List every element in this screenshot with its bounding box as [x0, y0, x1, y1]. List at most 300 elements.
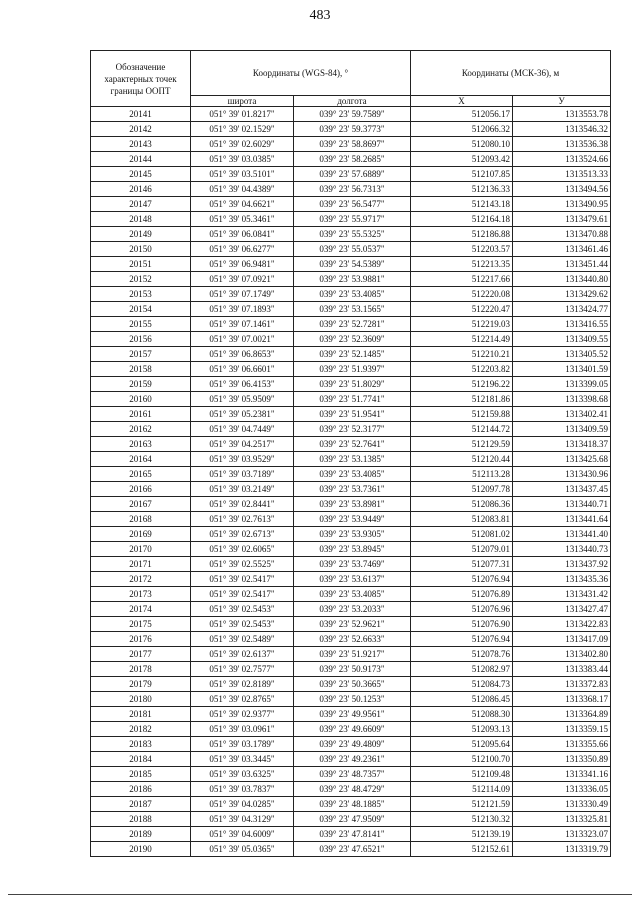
longitude-cell: 039° 23' 54.5389" [294, 257, 411, 272]
table-row [91, 842, 611, 857]
page-number: 483 [309, 8, 331, 23]
x-cell: 512219.03 [411, 317, 513, 332]
table-row [91, 197, 611, 212]
table-row [91, 782, 611, 797]
header-y: У [513, 96, 611, 107]
table-row [91, 542, 611, 557]
point-id-cell: 20157 [91, 347, 191, 362]
longitude-cell: 039° 23' 50.9173" [294, 662, 411, 677]
point-id-cell: 20189 [91, 827, 191, 842]
table-row [91, 527, 611, 542]
x-cell: 512220.47 [411, 302, 513, 317]
x-cell: 512152.61 [411, 842, 513, 857]
longitude-cell: 039° 23' 56.7313" [294, 182, 411, 197]
latitude-cell: 051° 39' 02.9377" [191, 707, 294, 722]
latitude-cell: 051° 39' 01.8217" [191, 107, 294, 122]
latitude-cell: 051° 39' 03.2149" [191, 482, 294, 497]
latitude-cell: 051° 39' 02.7577" [191, 662, 294, 677]
x-cell: 512056.17 [411, 107, 513, 122]
x-cell: 512113.28 [411, 467, 513, 482]
y-cell: 1313470.88 [513, 227, 611, 242]
table-row [91, 467, 611, 482]
longitude-cell: 039° 23' 52.3609" [294, 332, 411, 347]
x-cell: 512080.10 [411, 137, 513, 152]
latitude-cell: 051° 39' 03.3445" [191, 752, 294, 767]
point-id-cell: 20184 [91, 752, 191, 767]
longitude-cell: 039° 23' 47.6521" [294, 842, 411, 857]
y-cell: 1313479.61 [513, 212, 611, 227]
table-row [91, 617, 611, 632]
latitude-cell: 051° 39' 03.1789" [191, 737, 294, 752]
table-row [91, 287, 611, 302]
latitude-cell: 051° 39' 07.1461" [191, 317, 294, 332]
latitude-cell: 051° 39' 03.0961" [191, 722, 294, 737]
y-cell: 1313402.41 [513, 407, 611, 422]
point-id-cell: 20182 [91, 722, 191, 737]
point-id-cell: 20168 [91, 512, 191, 527]
y-cell: 1313451.44 [513, 257, 611, 272]
x-cell: 512139.19 [411, 827, 513, 842]
table-row [91, 227, 611, 242]
y-cell: 1313399.05 [513, 377, 611, 392]
table-row [91, 767, 611, 782]
point-id-cell: 20142 [91, 122, 191, 137]
table-row [91, 677, 611, 692]
x-cell: 512136.33 [411, 182, 513, 197]
y-cell: 1313418.37 [513, 437, 611, 452]
latitude-cell: 051° 39' 06.4153" [191, 377, 294, 392]
point-id-cell: 20162 [91, 422, 191, 437]
y-cell: 1313513.33 [513, 167, 611, 182]
table-row [91, 827, 611, 842]
y-cell: 1313437.45 [513, 482, 611, 497]
point-id-cell: 20147 [91, 197, 191, 212]
longitude-cell: 039° 23' 48.7357" [294, 767, 411, 782]
point-id-cell: 20187 [91, 797, 191, 812]
x-cell: 512093.42 [411, 152, 513, 167]
longitude-cell: 039° 23' 48.1885" [294, 797, 411, 812]
x-cell: 512214.49 [411, 332, 513, 347]
x-cell: 512107.85 [411, 167, 513, 182]
point-id-cell: 20185 [91, 767, 191, 782]
point-id-cell: 20143 [91, 137, 191, 152]
table-row [91, 482, 611, 497]
point-id-cell: 20188 [91, 812, 191, 827]
longitude-cell: 039° 23' 53.7469" [294, 557, 411, 572]
longitude-cell: 039° 23' 51.8029" [294, 377, 411, 392]
x-cell: 512077.31 [411, 557, 513, 572]
latitude-cell: 051° 39' 02.8189" [191, 677, 294, 692]
table-row [91, 512, 611, 527]
x-cell: 512181.86 [411, 392, 513, 407]
longitude-cell: 039° 23' 52.7281" [294, 317, 411, 332]
y-cell: 1313440.80 [513, 272, 611, 287]
latitude-cell: 051° 39' 02.7613" [191, 512, 294, 527]
table-row [91, 242, 611, 257]
x-cell: 512088.30 [411, 707, 513, 722]
latitude-cell: 051° 39' 06.6601" [191, 362, 294, 377]
y-cell: 1313461.46 [513, 242, 611, 257]
longitude-cell: 039° 23' 59.7589" [294, 107, 411, 122]
table-row [91, 362, 611, 377]
x-cell: 512100.70 [411, 752, 513, 767]
latitude-cell: 051° 39' 04.0285" [191, 797, 294, 812]
latitude-cell: 051° 39' 03.7837" [191, 782, 294, 797]
latitude-cell: 051° 39' 03.0385" [191, 152, 294, 167]
header-longitude: долгота [294, 96, 411, 107]
longitude-cell: 039° 23' 52.3177" [294, 422, 411, 437]
table-row [91, 422, 611, 437]
longitude-cell: 039° 23' 47.8141" [294, 827, 411, 842]
longitude-cell: 039° 23' 52.1485" [294, 347, 411, 362]
y-cell: 1313427.47 [513, 602, 611, 617]
header-msk36: Координаты (МСК-36), м [411, 51, 611, 96]
point-id-cell: 20145 [91, 167, 191, 182]
point-id-cell: 20146 [91, 182, 191, 197]
y-cell: 1313409.55 [513, 332, 611, 347]
point-id-cell: 20177 [91, 647, 191, 662]
longitude-cell: 039° 23' 53.1565" [294, 302, 411, 317]
point-id-cell: 20179 [91, 677, 191, 692]
header-latitude: широта [191, 96, 294, 107]
footer-rule [8, 894, 632, 895]
x-cell: 512144.72 [411, 422, 513, 437]
longitude-cell: 039° 23' 49.4809" [294, 737, 411, 752]
y-cell: 1313494.56 [513, 182, 611, 197]
x-cell: 512210.21 [411, 347, 513, 362]
point-id-cell: 20160 [91, 392, 191, 407]
longitude-cell: 039° 23' 55.5325" [294, 227, 411, 242]
table-row [91, 167, 611, 182]
latitude-cell: 051° 39' 02.1529" [191, 122, 294, 137]
longitude-cell: 039° 23' 55.0537" [294, 242, 411, 257]
longitude-cell: 039° 23' 52.6633" [294, 632, 411, 647]
table-row [91, 182, 611, 197]
x-cell: 512186.88 [411, 227, 513, 242]
y-cell: 1313325.81 [513, 812, 611, 827]
latitude-cell: 051° 39' 04.4389" [191, 182, 294, 197]
point-id-cell: 20158 [91, 362, 191, 377]
longitude-cell: 039° 23' 53.8945" [294, 542, 411, 557]
y-cell: 1313546.32 [513, 122, 611, 137]
longitude-cell: 039° 23' 56.5477" [294, 197, 411, 212]
x-cell: 512129.59 [411, 437, 513, 452]
longitude-cell: 039° 23' 53.2033" [294, 602, 411, 617]
table-row [91, 302, 611, 317]
y-cell: 1313409.59 [513, 422, 611, 437]
longitude-cell: 039° 23' 53.1385" [294, 452, 411, 467]
latitude-cell: 051° 39' 02.6065" [191, 542, 294, 557]
y-cell: 1313441.40 [513, 527, 611, 542]
header-x: X [411, 96, 513, 107]
point-id-cell: 20173 [91, 587, 191, 602]
x-cell: 512213.35 [411, 257, 513, 272]
table-row [91, 407, 611, 422]
longitude-cell: 039° 23' 51.9397" [294, 362, 411, 377]
x-cell: 512130.32 [411, 812, 513, 827]
latitude-cell: 051° 39' 02.5525" [191, 557, 294, 572]
table-row [91, 332, 611, 347]
y-cell: 1313430.96 [513, 467, 611, 482]
x-cell: 512109.48 [411, 767, 513, 782]
longitude-cell: 039° 23' 49.2361" [294, 752, 411, 767]
point-id-cell: 20183 [91, 737, 191, 752]
y-cell: 1313341.16 [513, 767, 611, 782]
point-id-cell: 20174 [91, 602, 191, 617]
latitude-cell: 051° 39' 03.9529" [191, 452, 294, 467]
x-cell: 512120.44 [411, 452, 513, 467]
latitude-cell: 051° 39' 07.1749" [191, 287, 294, 302]
table-row [91, 722, 611, 737]
longitude-cell: 039° 23' 49.6609" [294, 722, 411, 737]
latitude-cell: 051° 39' 06.0841" [191, 227, 294, 242]
table-row [91, 812, 611, 827]
y-cell: 1313431.42 [513, 587, 611, 602]
latitude-cell: 051° 39' 02.5453" [191, 617, 294, 632]
latitude-cell: 051° 39' 03.6325" [191, 767, 294, 782]
latitude-cell: 051° 39' 05.2381" [191, 407, 294, 422]
table-row [91, 752, 611, 767]
latitude-cell: 051° 39' 07.1893" [191, 302, 294, 317]
longitude-cell: 039° 23' 53.9305" [294, 527, 411, 542]
y-cell: 1313402.80 [513, 647, 611, 662]
y-cell: 1313429.62 [513, 287, 611, 302]
longitude-cell: 039° 23' 57.6889" [294, 167, 411, 182]
latitude-cell: 051° 39' 02.5489" [191, 632, 294, 647]
point-id-cell: 20169 [91, 527, 191, 542]
y-cell: 1313490.95 [513, 197, 611, 212]
table-row [91, 572, 611, 587]
point-id-cell: 20167 [91, 497, 191, 512]
point-id-cell: 20180 [91, 692, 191, 707]
table-row [91, 122, 611, 137]
y-cell: 1313440.71 [513, 497, 611, 512]
point-id-cell: 20190 [91, 842, 191, 857]
point-id-cell: 20154 [91, 302, 191, 317]
y-cell: 1313435.36 [513, 572, 611, 587]
latitude-cell: 051° 39' 02.8441" [191, 497, 294, 512]
point-id-cell: 20155 [91, 317, 191, 332]
longitude-cell: 039° 23' 53.6137" [294, 572, 411, 587]
x-cell: 512220.08 [411, 287, 513, 302]
point-id-cell: 20165 [91, 467, 191, 482]
y-cell: 1313355.66 [513, 737, 611, 752]
table-row [91, 317, 611, 332]
y-cell: 1313350.89 [513, 752, 611, 767]
y-cell: 1313437.92 [513, 557, 611, 572]
header-wgs84: Координаты (WGS-84), ° [191, 51, 411, 96]
x-cell: 512083.81 [411, 512, 513, 527]
longitude-cell: 039° 23' 53.8981" [294, 497, 411, 512]
x-cell: 512203.82 [411, 362, 513, 377]
y-cell: 1313416.55 [513, 317, 611, 332]
y-cell: 1313424.77 [513, 302, 611, 317]
latitude-cell: 051° 39' 06.8653" [191, 347, 294, 362]
x-cell: 512164.18 [411, 212, 513, 227]
table-row [91, 587, 611, 602]
y-cell: 1313336.05 [513, 782, 611, 797]
x-cell: 512093.13 [411, 722, 513, 737]
latitude-cell: 051° 39' 02.5453" [191, 602, 294, 617]
point-id-cell: 20150 [91, 242, 191, 257]
latitude-cell: 051° 39' 06.6277" [191, 242, 294, 257]
x-cell: 512076.94 [411, 572, 513, 587]
longitude-cell: 039° 23' 48.4729" [294, 782, 411, 797]
longitude-cell: 039° 23' 51.9541" [294, 407, 411, 422]
point-id-cell: 20175 [91, 617, 191, 632]
point-id-cell: 20153 [91, 287, 191, 302]
y-cell: 1313524.66 [513, 152, 611, 167]
y-cell: 1313364.89 [513, 707, 611, 722]
latitude-cell: 051° 39' 02.5417" [191, 572, 294, 587]
y-cell: 1313398.68 [513, 392, 611, 407]
x-cell: 512079.01 [411, 542, 513, 557]
table-row [91, 602, 611, 617]
latitude-cell: 051° 39' 03.5101" [191, 167, 294, 182]
point-id-cell: 20164 [91, 452, 191, 467]
x-cell: 512217.66 [411, 272, 513, 287]
table-row [91, 647, 611, 662]
table-row [91, 497, 611, 512]
longitude-cell: 039° 23' 58.2685" [294, 152, 411, 167]
table-body [91, 107, 611, 857]
table-row [91, 452, 611, 467]
latitude-cell: 051° 39' 05.9509" [191, 392, 294, 407]
y-cell: 1313417.09 [513, 632, 611, 647]
longitude-cell: 039° 23' 52.7641" [294, 437, 411, 452]
longitude-cell: 039° 23' 52.9621" [294, 617, 411, 632]
longitude-cell: 039° 23' 50.1253" [294, 692, 411, 707]
latitude-cell: 051° 39' 04.3129" [191, 812, 294, 827]
x-cell: 512081.02 [411, 527, 513, 542]
longitude-cell: 039° 23' 53.9881" [294, 272, 411, 287]
point-id-cell: 20156 [91, 332, 191, 347]
x-cell: 512084.73 [411, 677, 513, 692]
table-row [91, 692, 611, 707]
x-cell: 512114.09 [411, 782, 513, 797]
longitude-cell: 039° 23' 55.9717" [294, 212, 411, 227]
x-cell: 512078.76 [411, 647, 513, 662]
latitude-cell: 051° 39' 05.0365" [191, 842, 294, 857]
y-cell: 1313330.49 [513, 797, 611, 812]
y-cell: 1313422.83 [513, 617, 611, 632]
point-id-cell: 20152 [91, 272, 191, 287]
table-row [91, 272, 611, 287]
y-cell: 1313372.83 [513, 677, 611, 692]
latitude-cell: 051° 39' 06.9481" [191, 257, 294, 272]
table-row [91, 107, 611, 122]
latitude-cell: 051° 39' 05.3461" [191, 212, 294, 227]
point-id-cell: 20176 [91, 632, 191, 647]
y-cell: 1313405.52 [513, 347, 611, 362]
latitude-cell: 051° 39' 04.7449" [191, 422, 294, 437]
table-row [91, 437, 611, 452]
longitude-cell: 039° 23' 51.7741" [294, 392, 411, 407]
latitude-cell: 051° 39' 04.6621" [191, 197, 294, 212]
latitude-cell: 051° 39' 03.7189" [191, 467, 294, 482]
y-cell: 1313368.17 [513, 692, 611, 707]
longitude-cell: 039° 23' 53.7361" [294, 482, 411, 497]
latitude-cell: 051° 39' 07.0921" [191, 272, 294, 287]
longitude-cell: 039° 23' 58.8697" [294, 137, 411, 152]
x-cell: 512076.89 [411, 587, 513, 602]
point-id-cell: 20170 [91, 542, 191, 557]
table-row [91, 137, 611, 152]
table-row [91, 212, 611, 227]
y-cell: 1313425.68 [513, 452, 611, 467]
table-row [91, 377, 611, 392]
longitude-cell: 039° 23' 47.9509" [294, 812, 411, 827]
x-cell: 512097.78 [411, 482, 513, 497]
point-id-cell: 20151 [91, 257, 191, 272]
x-cell: 512121.59 [411, 797, 513, 812]
y-cell: 1313383.44 [513, 662, 611, 677]
latitude-cell: 051° 39' 02.6029" [191, 137, 294, 152]
point-id-cell: 20166 [91, 482, 191, 497]
point-id-cell: 20171 [91, 557, 191, 572]
point-id-cell: 20161 [91, 407, 191, 422]
longitude-cell: 039° 23' 53.4085" [294, 587, 411, 602]
table-row [91, 662, 611, 677]
table-row [91, 737, 611, 752]
table-row [91, 632, 611, 647]
y-cell: 1313401.59 [513, 362, 611, 377]
point-id-cell: 20181 [91, 707, 191, 722]
latitude-cell: 051° 39' 02.6137" [191, 647, 294, 662]
x-cell: 512066.32 [411, 122, 513, 137]
longitude-cell: 039° 23' 50.3665" [294, 677, 411, 692]
x-cell: 512143.18 [411, 197, 513, 212]
y-cell: 1313536.38 [513, 137, 611, 152]
table-row [91, 347, 611, 362]
table-row [91, 557, 611, 572]
y-cell: 1313319.79 [513, 842, 611, 857]
x-cell: 512086.45 [411, 692, 513, 707]
x-cell: 512086.36 [411, 497, 513, 512]
longitude-cell: 039° 23' 53.4085" [294, 287, 411, 302]
x-cell: 512095.64 [411, 737, 513, 752]
latitude-cell: 051° 39' 04.6009" [191, 827, 294, 842]
table-row [91, 797, 611, 812]
latitude-cell: 051° 39' 02.5417" [191, 587, 294, 602]
point-id-cell: 20149 [91, 227, 191, 242]
latitude-cell: 051° 39' 02.8765" [191, 692, 294, 707]
y-cell: 1313441.64 [513, 512, 611, 527]
longitude-cell: 039° 23' 53.9449" [294, 512, 411, 527]
table-row [91, 392, 611, 407]
longitude-cell: 039° 23' 59.3773" [294, 122, 411, 137]
table-row [91, 152, 611, 167]
point-id-cell: 20144 [91, 152, 191, 167]
longitude-cell: 039° 23' 51.9217" [294, 647, 411, 662]
point-id-cell: 20148 [91, 212, 191, 227]
table-row [91, 257, 611, 272]
latitude-cell: 051° 39' 07.0021" [191, 332, 294, 347]
latitude-cell: 051° 39' 04.2517" [191, 437, 294, 452]
y-cell: 1313553.78 [513, 107, 611, 122]
latitude-cell: 051° 39' 02.6713" [191, 527, 294, 542]
x-cell: 512196.22 [411, 377, 513, 392]
y-cell: 1313440.73 [513, 542, 611, 557]
y-cell: 1313359.15 [513, 722, 611, 737]
point-id-cell: 20163 [91, 437, 191, 452]
point-id-cell: 20186 [91, 782, 191, 797]
point-id-cell: 20141 [91, 107, 191, 122]
x-cell: 512076.90 [411, 617, 513, 632]
x-cell: 512076.96 [411, 602, 513, 617]
point-id-cell: 20159 [91, 377, 191, 392]
x-cell: 512082.97 [411, 662, 513, 677]
